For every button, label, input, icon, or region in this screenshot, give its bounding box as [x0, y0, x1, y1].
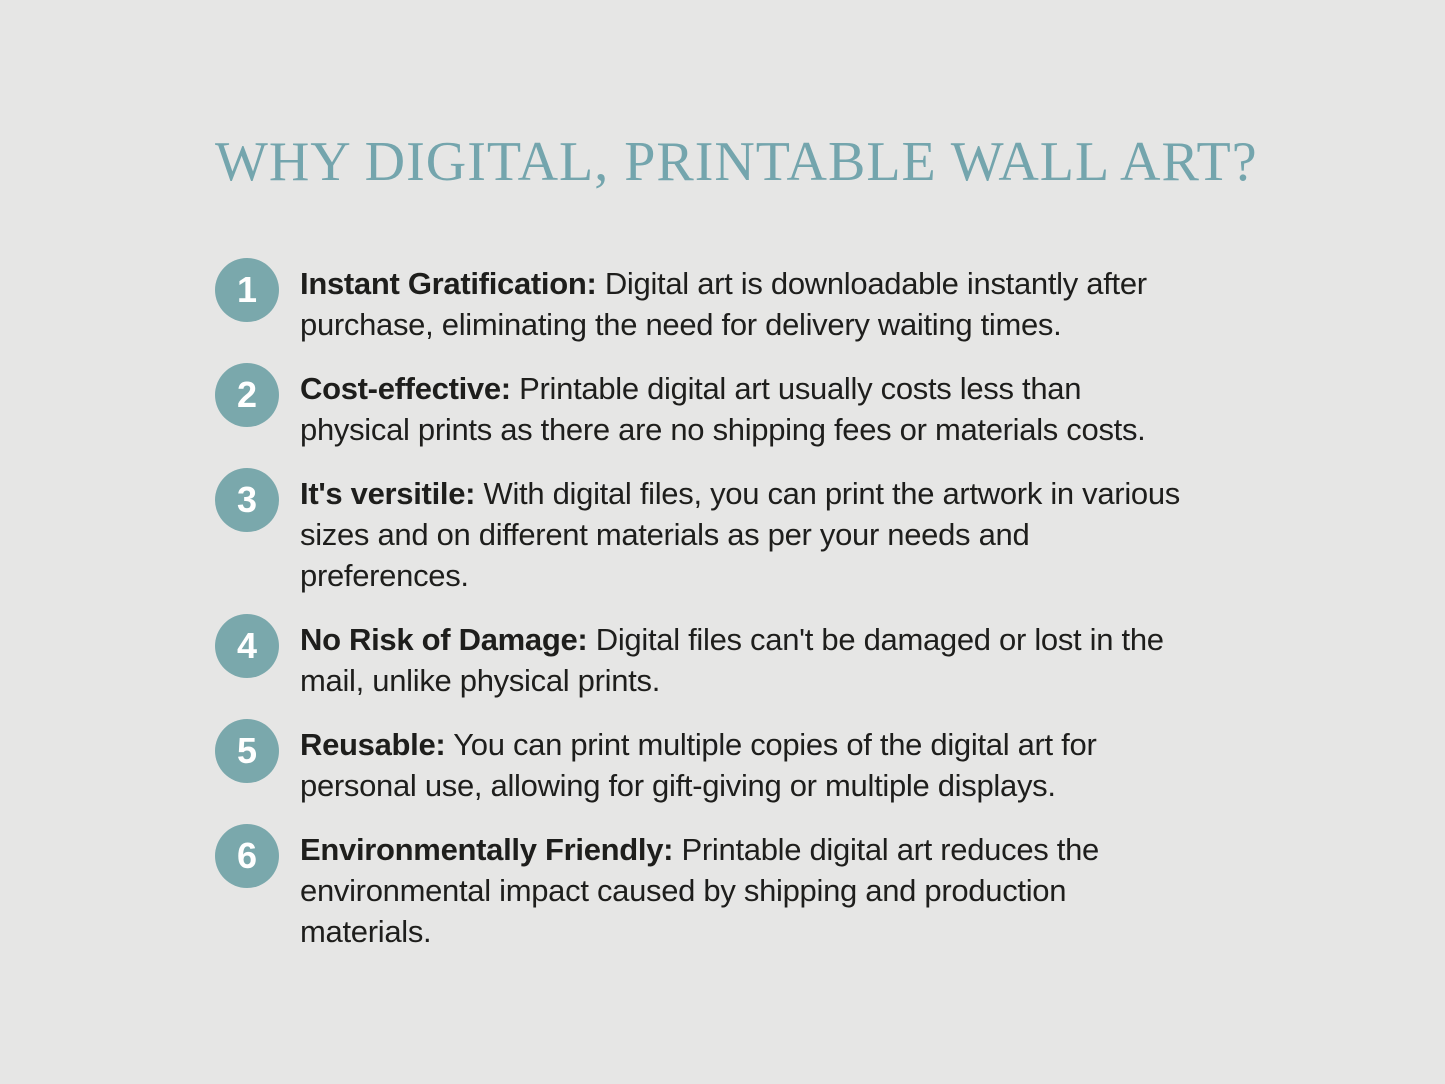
- item-number-badge: 6: [215, 824, 279, 888]
- item-text: Cost-effective: Printable digital art usually costs less than physical prints as there are no shipping fees or materials costs.: [300, 371, 1146, 447]
- list-item: [215, 468, 1365, 596]
- item-number-badge: 1: [215, 258, 279, 322]
- benefits-list: [215, 258, 1365, 952]
- item-number-badge: 3: [215, 468, 279, 532]
- list-item: [215, 363, 1365, 450]
- item-label: Environmentally Friendly:: [300, 832, 674, 867]
- item-label: Cost-effective:: [300, 371, 511, 406]
- list-item: [215, 258, 1365, 345]
- item-label: Instant Gratification:: [300, 266, 597, 301]
- item-number-badge: 2: [215, 363, 279, 427]
- page-title: WHY DIGITAL, PRINTABLE WALL ART?: [215, 131, 1258, 193]
- item-text: Instant Gratification: Digital art is downloadable instantly after purchase, eliminating the need for delivery waiting times.: [300, 266, 1147, 342]
- item-label: It's versitile:: [300, 476, 476, 511]
- list-item: [215, 614, 1365, 701]
- item-text: It's versitile: With digital files, you can print the artwork in various sizes and on different materials as per your needs and preferences.: [300, 476, 1181, 593]
- item-number-badge: 5: [215, 719, 279, 783]
- item-text: No Risk of Damage: Digital files can't be damaged or lost in the mail, unlike physical prints.: [300, 622, 1164, 698]
- list-item: [215, 719, 1365, 806]
- item-text: Reusable: You can print multiple copies of the digital art for personal use, allowing for gift-giving or multiple displays.: [300, 727, 1097, 803]
- item-label: Reusable:: [300, 727, 446, 762]
- item-text: Environmentally Friendly: Printable digital art reduces the environmental impact caused by shipping and production materials.: [300, 832, 1099, 949]
- item-number-badge: 4: [215, 614, 279, 678]
- item-label: No Risk of Damage:: [300, 622, 588, 657]
- list-item: [215, 824, 1365, 952]
